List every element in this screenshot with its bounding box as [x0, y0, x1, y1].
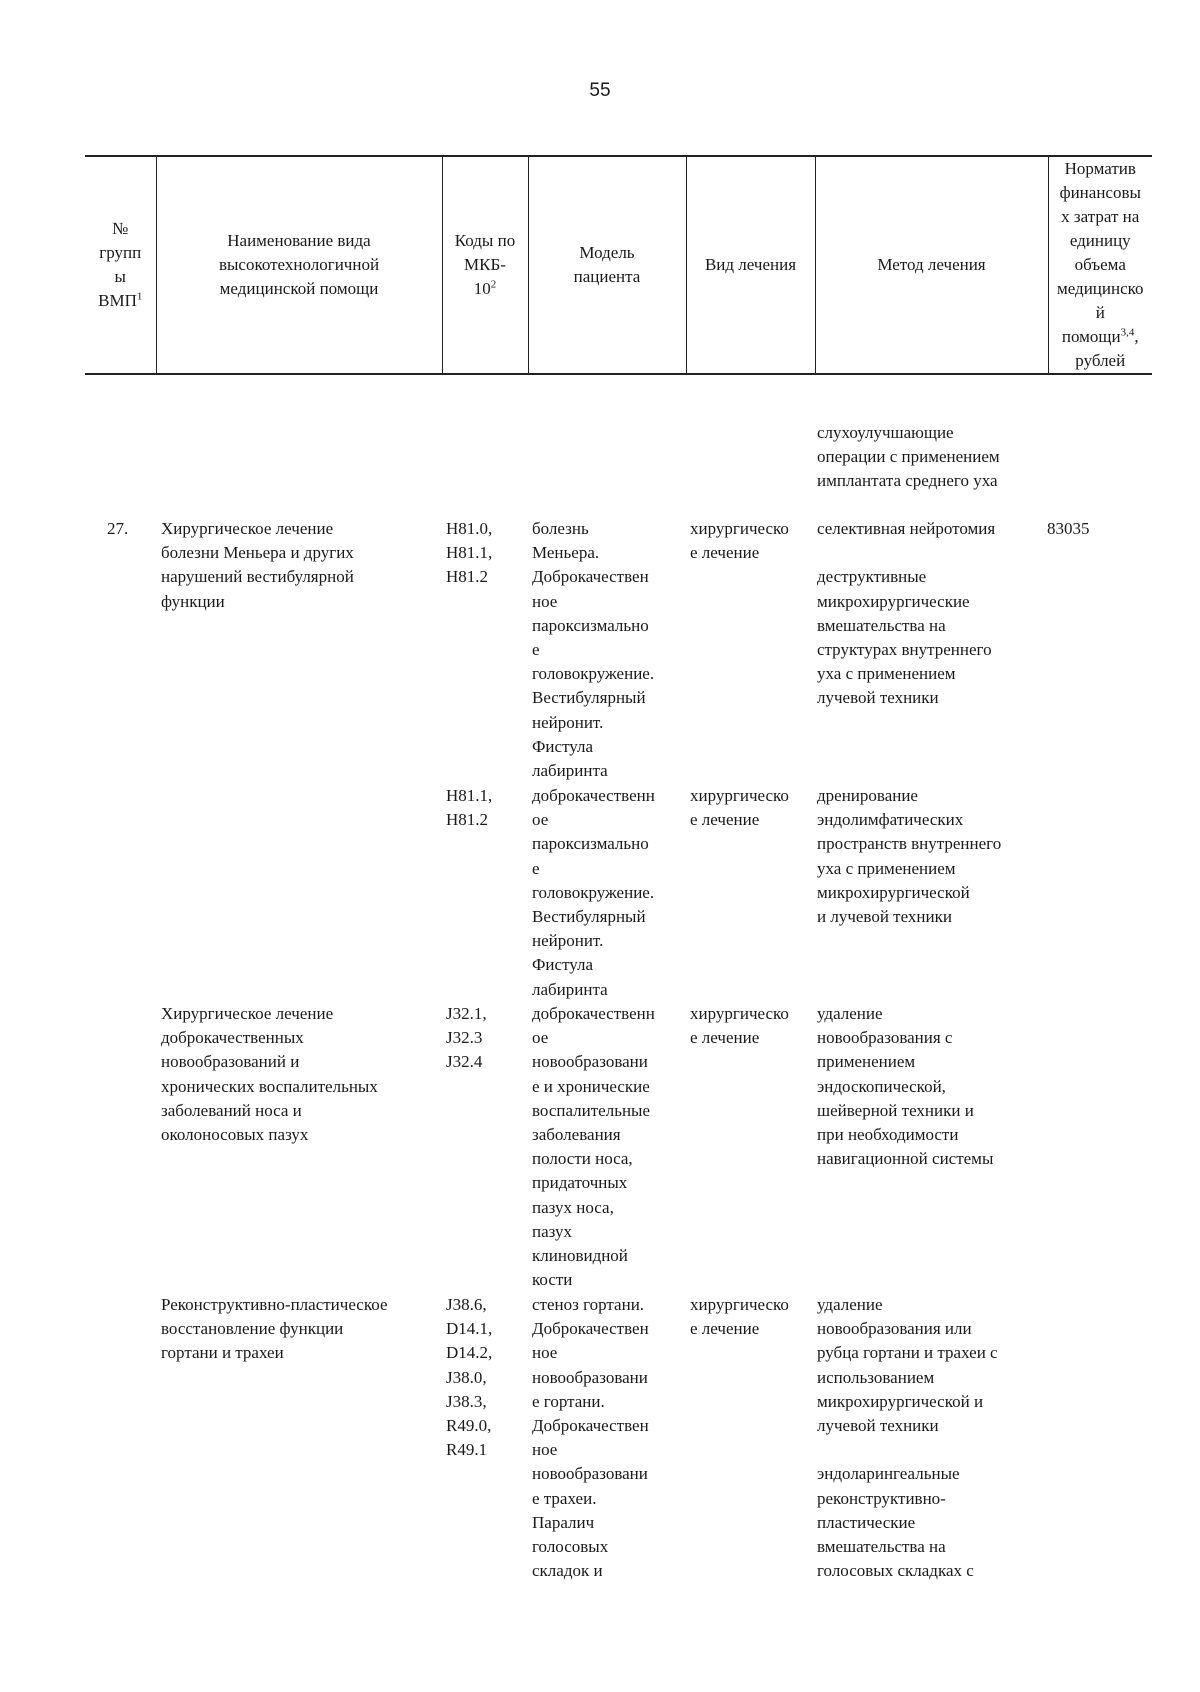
row1-icd-codes: H81.0, H81.1, H81.2	[446, 519, 493, 587]
group-number: 27.	[107, 519, 129, 538]
header-group-number: № групп ы ВМП$^1$	[85, 156, 156, 374]
row3-patient-model: доброкачественн ое новообразовани е и хронические воспалительные заболевания полости носа, придаточных пазух носа, пазух клиновидной кости	[532, 1004, 655, 1290]
cost-value: 83035	[1047, 519, 1090, 538]
row4-patient-model: стеноз гортани. Доброкачествен ное новообразовани е гортани. Доброкачествен ное новообразовани е трахеи. Паралич голосовых складок и	[532, 1295, 649, 1581]
header-icd-codes: Коды по МКБ- $10^2$	[442, 156, 528, 374]
row4-care-name: Реконструктивно-пластическое восстановление функции гортани и трахеи	[161, 1295, 388, 1363]
header-care-name: Наименование вида высокотехнологичной медицинской помощи	[156, 156, 442, 374]
table-header	[85, 155, 1152, 375]
continuation-method: слухоулучшающие операции с применением имплантата среднего уха	[817, 423, 1000, 491]
page-number: 55	[589, 80, 611, 101]
header-patient-model: Модель пациента	[528, 156, 686, 374]
row1-treatment-method: селективная нейротомия деструктивные микрохирургические вмешательства на структурах внутреннего уха с применением лучевой техники	[817, 519, 996, 708]
header-treatment-method: Метод лечения	[815, 156, 1048, 374]
row4-icd-codes: J38.6, D14.1, D14.2, J38.0, J38.3, R49.0, R49.1	[446, 1295, 493, 1460]
row4-treatment-type: хирургическо е лечение	[690, 1295, 789, 1339]
row1-treatment-type: хирургическо е лечение	[690, 519, 789, 563]
row4-treatment-method: удаление новообразования или рубца гортани и трахеи с использованием микрохирургической и лучевой техники эндоларингеальные реконструктивно- пластические вмешательства на голосовых складках с	[817, 1295, 998, 1581]
row2-treatment-type: хирургическо е лечение	[690, 786, 789, 830]
header-treatment-type: Вид лечения	[686, 156, 815, 374]
row2-patient-model: доброкачественн ое пароксизмально е головокружение. Вестибулярный нейронит. Фистула лабиринта	[532, 786, 655, 999]
header-cost-norm: Норматив финансовы х затрат на единицу объема медицинско й помощи$^{3,4}$, рублей	[1048, 156, 1152, 374]
row3-icd-codes: J32.1, J32.3 J32.4	[446, 1004, 487, 1072]
row3-treatment-method: удаление новообразования с применением эндоскопической, шейверной техники и при необходимости навигационной системы	[817, 1004, 994, 1169]
row2-icd-codes: H81.1, H81.2	[446, 786, 493, 830]
row3-care-name: Хирургическое лечение доброкачественных новообразований и хронических воспалительных заболеваний носа и околоносовых пазух	[161, 1004, 378, 1145]
row1-care-name: Хирургическое лечение болезни Меньера и других нарушений вестибулярной функции	[161, 519, 354, 611]
row3-treatment-type: хирургическо е лечение	[690, 1004, 789, 1048]
row2-treatment-method: дренирование эндолимфатических пространств внутреннего уха с применением микрохирургической и лучевой техники	[817, 786, 1002, 927]
row1-patient-model: болезнь Меньера. Доброкачествен ное пароксизмально е головокружение. Вестибулярный нейронит. Фистула лабиринта	[532, 519, 655, 781]
